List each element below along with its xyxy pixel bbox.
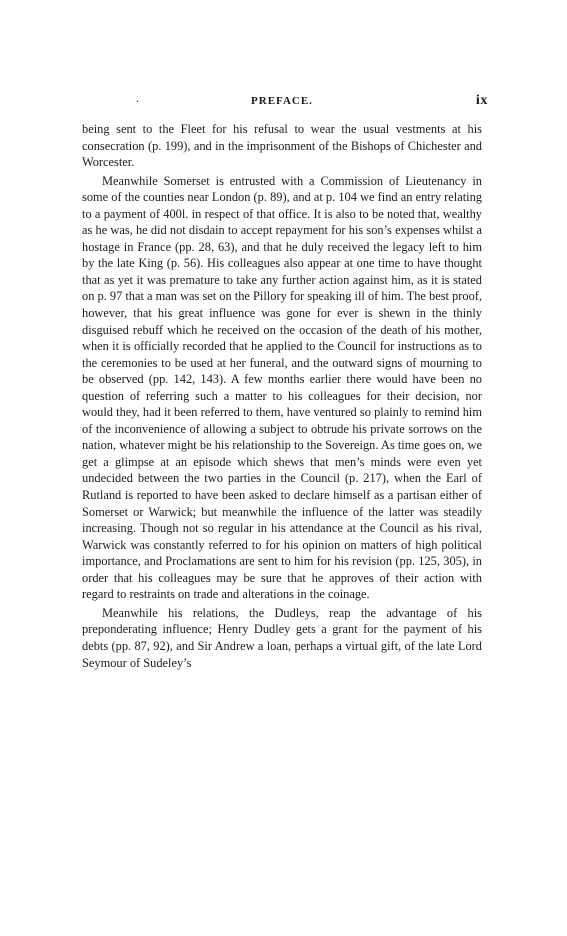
body-text [82,121,482,671]
paragraph-dudleys: Meanwhile his relations, the Dudleys, reap the advantage of his preponderating influence; Henry Dudley gets a grant for the payment of his debts (pp. 87, 92), and Sir Andrew a loan, perhaps a virtual gift, of the late Lord Seymour of Sudeley’s [82,605,482,670]
running-header [82,91,488,111]
page-number: ix [475,93,488,108]
paragraph-somerset: Meanwhile Somerset is entrusted with a Commission of Lieutenancy in some of the counties near London (p. 89), and at p. 104 we find an entry relating to a payment of 400l. in respect of that office. It is also to be noted that, wealthy as he was, he did not disdain to accept repayment for his son’s expenses whilst a hostage in France (pp. 28, 63), and that he duly received the legacy left to him by the late King (p. 56). His colleagues also appear at one time to have thought that as yet it was premature to take any further action against him, as it is stated on p. 97 that a man was set on the Pillory for speaking ill of him. The best proof, however, that his great influence was gone for ever is shewn in the thinly disguised rebuff which he received on the occasion of the death of his mother, when it is officially recorded that he applied to the Council for instructions as to the ceremonies to be used at her funeral, and the outward signs of mourning to be observed (pp. 142, 143). A few months earlier there would have been no question of referring such a matter to his colleagues for their decision, nor would they, had it been referred to them, have ventured so plainly to remind him of the inconvenience of allowing a subject to obtrude his private sorrows on the nation, whatever might be his relationship to the Sovereign. As time goes on, we get a glimpse at an episode which shews that men’s minds were even yet undecided between the two parties in the Council (p. 217), when the Earl of Rutland is reported to have been asked to declare himself as a partisan either of Somerset or Warwick; but meanwhile the influence of the latter was steadily increasing. Though not so regular in his attendance at the Council as his rival, Warwick was constantly referred to for his opinion on matters of high political importance, and Proclamations are sent to him for his revision (pp. 125, 305), in order that his colleagues may be sure that he approves of their action with regard to restraints on trade and alterations in the coinage. [82,173,482,602]
running-title: PREFACE. [251,95,313,107]
header-dot: . [136,91,140,105]
paragraph-continued: being sent to the Fleet for his refusal to wear the usual vestments at his consecration (p. 199), and in the imprisonment of the Bishops of Chichester and Worcester. [82,122,482,170]
